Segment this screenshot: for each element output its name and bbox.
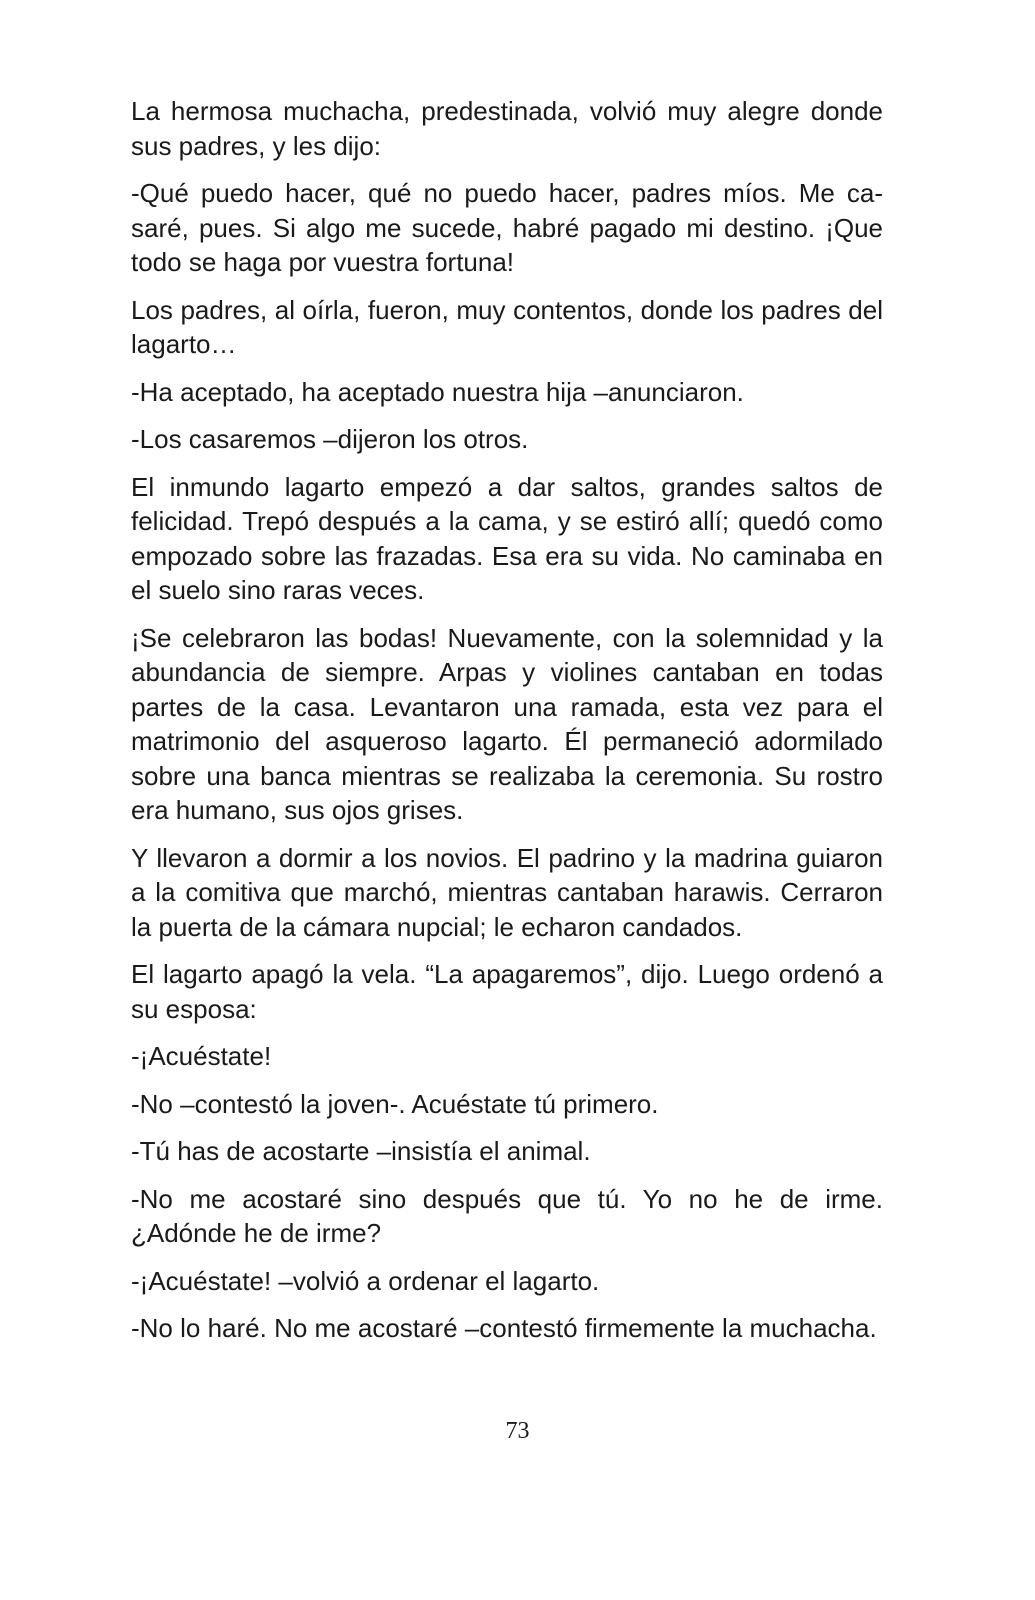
paragraph: ¡Se celebraron las bodas! Nuevamente, con la solemnidad y la abundancia de siempre. Arpas y violines cantaban en todas partes de la casa. Levantaron una ramada, esta vez para el matrimonio del asqueroso lagarto. Él permaneció adormilado sobre una banca mientras se realizaba la ceremonia. Su rostro era humano, sus ojos grises. (131, 622, 883, 825)
paragraph: -Tú has de acostarte –insistía el animal. (131, 1136, 591, 1166)
paragraph: -Los casaremos –dijeron los otros. (131, 424, 529, 454)
page-number: 73 (505, 1418, 530, 1444)
paragraph: La hermosa muchacha, predestinada, volvió muy alegre donde sus padres, y les dijo: (131, 96, 883, 161)
paragraph: Los padres, al oírla, fueron, muy contentos, donde los padres del lagarto… (131, 294, 883, 359)
paragraph: -No me acostaré sino después que tú. Yo no he de irme. ¿Adónde he de irme? (131, 1183, 883, 1248)
paragraph: Y llevaron a dormir a los novios. El padrino y la madrina guiaron a la comitiva que marchó, mientras cantaban harawis. Cerraron la puerta de la cámara nupcial; le echaron candados. (131, 842, 883, 942)
paragraph: -¡Acuéstate! (131, 1041, 272, 1071)
paragraph: -Ha aceptado, ha aceptado nuestra hija –anunciaron. (131, 376, 744, 407)
paragraph: -¡Acuéstate! –volvió a ordenar el lagarto. (131, 1265, 600, 1296)
paragraph: -Qué puedo hacer, qué no puedo hacer, padres míos. Me casaré, pues. Si algo me sucede, habré pagado mi destino. ¡Que todo se haga por vuestra fortuna! (131, 178, 883, 277)
paragraph: El lagarto apagó la vela. “La apagaremos”, dijo. Luego ordenó a su esposa: (131, 959, 883, 1024)
paragraph: El inmundo lagarto empezó a dar saltos, grandes saltos de felicidad. Trepó después a la cama, y se estiró allí; quedó como empozado sobre las frazadas. Esa era su vida. No caminaba en el suelo sino raras veces. (131, 471, 883, 605)
paragraph: -No –contestó la joven-. Acuéstate tú primero. (131, 1088, 659, 1119)
body-text (131, 94, 883, 1359)
paragraph: -No lo haré. No me acostaré –contestó firmemente la muchacha. (131, 1313, 877, 1343)
